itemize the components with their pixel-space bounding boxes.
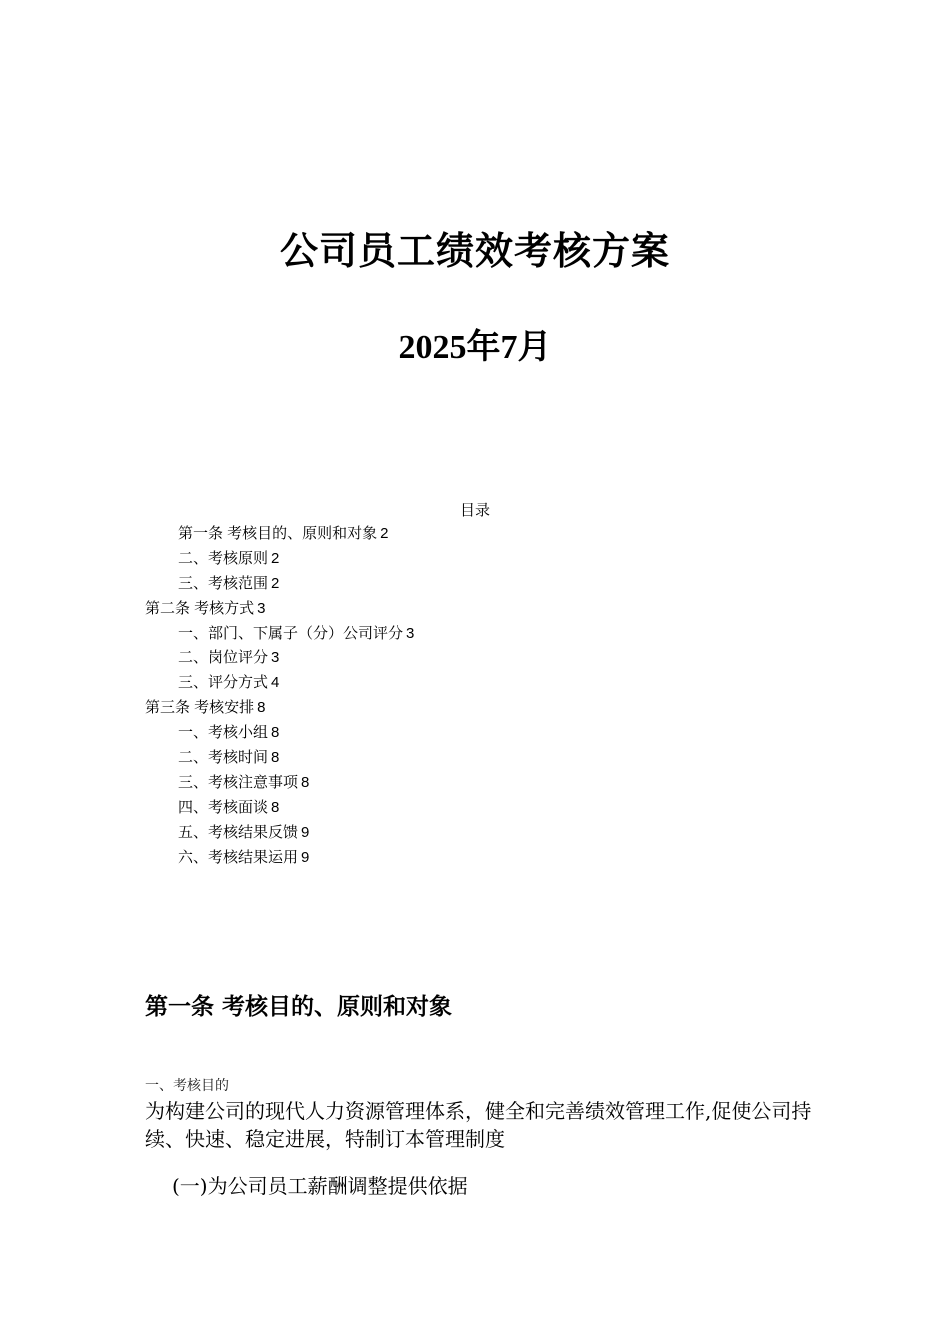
toc-entry-text: 一、部门、下属子（分）公司评分 (178, 624, 404, 642)
toc-entry[interactable] (0, 622, 950, 647)
toc-entry-text: 二、考核原则 (178, 549, 269, 567)
toc-page-number: 9 (301, 848, 310, 866)
toc-entry-text: 二、考核时间 (178, 749, 269, 767)
toc-entry-text: 一、考核小组 (178, 724, 269, 742)
toc-page-number: 3 (257, 599, 266, 617)
body-list-item: (一)为公司员工薪酬调整提供依据 (172, 1174, 468, 1198)
toc-entry[interactable] (0, 846, 950, 871)
toc-page-number: 2 (380, 525, 389, 542)
toc-page-number: 3 (271, 649, 280, 667)
toc-entry[interactable] (0, 522, 950, 547)
toc-page-number: 8 (271, 798, 280, 816)
subsection-label: 一、考核目的 (145, 1078, 229, 1094)
toc-entry-text: 第三条 考核安排 (145, 699, 255, 717)
table-of-contents (0, 522, 950, 870)
body-paragraph: 为构建公司的现代人力资源管理体系，健全和完善绩效管理工作,促使公司持续、快速、稳定进展，特制订本管理制度 (145, 1099, 812, 1151)
section-heading: 第一条 考核目的、原则和对象 (145, 994, 453, 1020)
toc-entry[interactable] (0, 671, 950, 696)
toc-page-number: 9 (301, 823, 310, 841)
toc-entry-text: 第一条 考核目的、原则和对象 (178, 525, 378, 542)
toc-entry-text: 六、考核结果运用 (178, 848, 299, 866)
toc-entry[interactable] (0, 821, 950, 846)
toc-page-number: 2 (271, 574, 280, 592)
toc-entry-text: 五、考核结果反馈 (178, 823, 299, 841)
document-title: 公司员工绩效考核方案 (279, 229, 670, 273)
toc-entry-text: 四、考核面谈 (178, 798, 269, 816)
toc-entry[interactable] (0, 746, 950, 771)
toc-entry-text: 二、岗位评分 (178, 649, 269, 667)
toc-page-number: 8 (257, 699, 266, 717)
toc-entry[interactable] (0, 771, 950, 796)
toc-entry-text: 三、考核范围 (178, 574, 269, 592)
toc-heading: 目录 (459, 501, 490, 519)
toc-entry[interactable] (0, 646, 950, 671)
toc-entry[interactable] (0, 796, 950, 821)
toc-entry[interactable] (0, 547, 950, 572)
toc-page-number: 8 (271, 749, 280, 767)
toc-entry[interactable] (0, 721, 950, 746)
toc-entry-text: 第二条 考核方式 (145, 599, 255, 617)
toc-page-number: 8 (271, 724, 280, 742)
toc-entry-text: 三、考核注意事项 (178, 773, 299, 791)
toc-entry[interactable] (0, 572, 950, 597)
toc-page-number: 8 (301, 773, 310, 791)
toc-entry-text: 三、评分方式 (178, 674, 269, 692)
toc-entry[interactable] (0, 696, 950, 721)
toc-page-number: 4 (271, 674, 280, 692)
toc-entry[interactable] (0, 597, 950, 622)
document-date: 2025年7月 (398, 329, 552, 366)
toc-page-number: 3 (406, 624, 415, 642)
toc-page-number: 2 (271, 549, 280, 567)
